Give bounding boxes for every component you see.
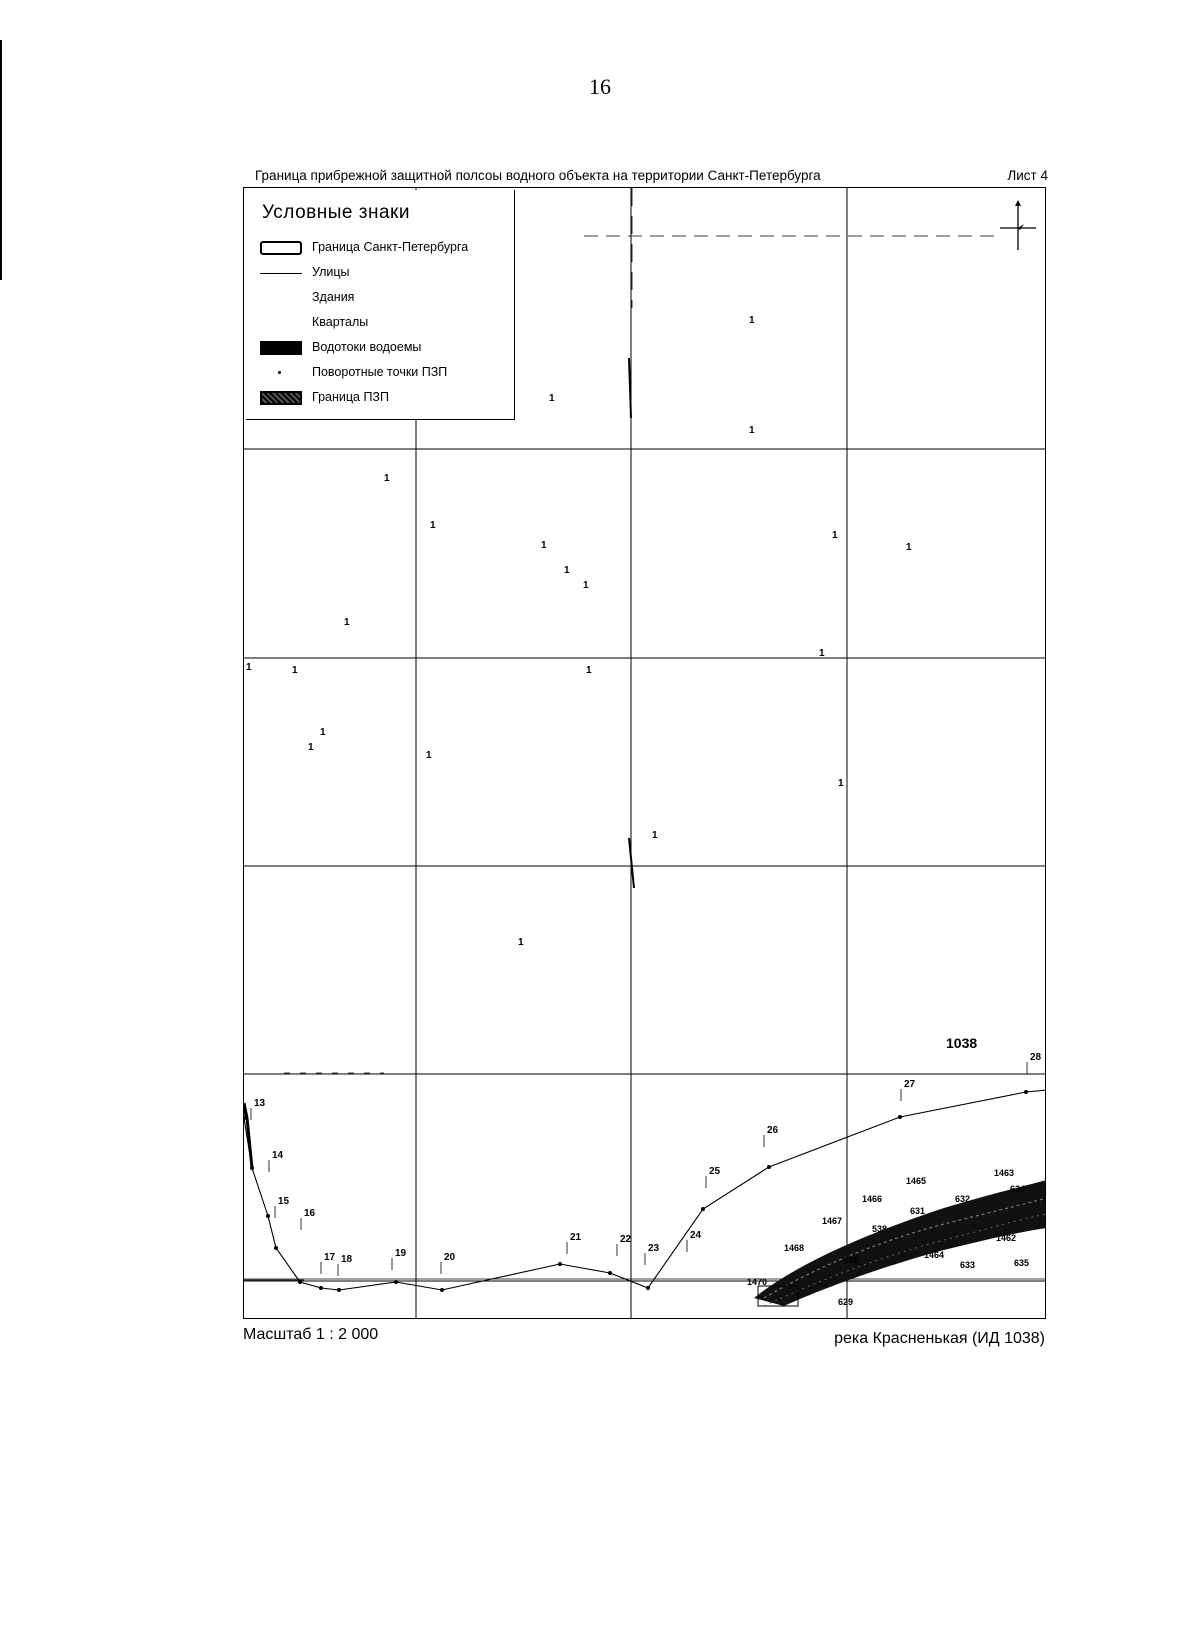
building-marker: 1 [549, 393, 555, 404]
turn-point-label: 16 [304, 1208, 316, 1219]
water-point-label: 629 [838, 1297, 854, 1307]
turn-point-label: 21 [570, 1232, 582, 1243]
turn-point-label: 20 [444, 1252, 456, 1263]
turn-point-dot [1024, 1090, 1028, 1094]
building-marker: 1 [320, 727, 326, 738]
street-line-symbol-icon [260, 273, 302, 274]
water-point-label: 538 [872, 1224, 888, 1234]
sheet-title: Граница прибрежной защитной полсоы водного объекта на территории Санкт-Петербурга [255, 168, 821, 183]
turn-point-dot [274, 1246, 278, 1250]
turn-point-dot [250, 1166, 254, 1170]
building-marker: 1 [564, 565, 570, 576]
building-marker: 1 [838, 778, 844, 789]
turn-point-dot [701, 1207, 705, 1211]
turn-point-dot [558, 1262, 562, 1266]
building-marker: 1 [586, 665, 592, 676]
turn-point-label: 19 [395, 1248, 407, 1259]
scale-label: Масштаб 1 : 2 000 [243, 1326, 379, 1343]
legend-item-streets [260, 263, 510, 283]
building-marker: 1 [906, 542, 912, 553]
water-point-label: 1467 [822, 1216, 843, 1226]
legend-item-blocks [260, 313, 510, 333]
water-body-id-label: 1038 [946, 1035, 978, 1051]
building-marker: 1 [819, 648, 825, 659]
pzp-border-symbol-icon [260, 391, 302, 405]
turn-point-dot [440, 1288, 444, 1292]
turn-point-dot [266, 1214, 270, 1218]
turn-point-label: 25 [709, 1166, 721, 1177]
turn-point-label: 13 [254, 1098, 266, 1109]
legend-item-pzp-border [260, 388, 510, 408]
building-marker: 1 [426, 750, 432, 761]
turn-point-label: 26 [767, 1125, 779, 1136]
turn-point-symbol-icon [260, 366, 302, 380]
legend [246, 190, 515, 420]
legend-item-label: Улицы [312, 265, 350, 279]
street-lines [244, 1279, 1046, 1280]
river-label: река Красненькая (ИД 1038) [834, 1330, 1045, 1347]
water-point-label: 1463 [994, 1168, 1015, 1178]
turn-point-label: 18 [341, 1254, 353, 1265]
turn-point-label: 15 [278, 1196, 290, 1207]
legend-item-label: Здания [312, 290, 355, 304]
building-marker: 1 [308, 742, 314, 753]
legend-item-spb-border [260, 238, 510, 258]
building-marker: 1 [384, 473, 390, 484]
building-marker: 1 [430, 520, 436, 531]
spb-border-symbol-icon [260, 241, 302, 255]
turn-point-dot [898, 1115, 902, 1119]
water-point-label: 631 [910, 1206, 926, 1216]
building-marker: 1 [292, 665, 298, 676]
turn-point-label: 28 [1030, 1052, 1042, 1063]
building-marker: 1 [832, 530, 838, 541]
water-point-label: 633 [960, 1260, 976, 1270]
legend-title: Условные знаки [262, 202, 410, 223]
turn-point-dot [298, 1280, 302, 1284]
water-point-label: 1470 [747, 1277, 768, 1287]
legend-item-label: Водотоки водоемы [312, 340, 422, 354]
north-arrow-icon [1000, 200, 1036, 250]
building-marker: 1 [344, 617, 350, 628]
building-marker: 1 [518, 937, 524, 948]
turn-point-dot [767, 1165, 771, 1169]
water-point-label: 635 [1014, 1258, 1030, 1268]
page-number: 16 [589, 74, 611, 99]
building-marker: 1 [541, 540, 547, 551]
turn-point-label: 22 [620, 1234, 632, 1245]
turn-point-label: 14 [272, 1150, 284, 1161]
building-marker: 1 [749, 425, 755, 436]
turn-point-label: 27 [904, 1079, 916, 1090]
turn-point-dot [608, 1271, 612, 1275]
legend-item-water [260, 338, 510, 358]
turn-point-dot [646, 1286, 650, 1290]
water-point-label: 628 [844, 1255, 860, 1265]
building-marker: 1 [652, 830, 658, 841]
legend-item-label: Поворотные точки ПЗП [312, 365, 448, 379]
legend-item-turn-points [260, 363, 510, 383]
water-point-label: 1468 [784, 1243, 805, 1253]
turn-point-label: 17 [324, 1252, 336, 1263]
sheet-number: Лист 4 [1007, 168, 1048, 183]
water-fill-symbol-icon [260, 341, 302, 355]
water-point-label: 1466 [862, 1194, 883, 1204]
turn-point-dot [394, 1280, 398, 1284]
building-marker: 1 [246, 662, 252, 673]
water-point-label: 1464 [924, 1250, 945, 1260]
water-point-label: 1465 [906, 1176, 927, 1186]
water-point-label: 1462 [996, 1233, 1017, 1243]
turn-point-label: 24 [690, 1230, 702, 1241]
legend-item-label: Граница ПЗП [312, 390, 389, 404]
legend-item-buildings [260, 288, 510, 308]
turn-point-dot [319, 1286, 323, 1290]
water-point-label: 632 [955, 1194, 971, 1204]
building-marker: 1 [749, 315, 755, 326]
legend-item-label: Граница Санкт-Петербурга [312, 240, 469, 254]
turn-point-dot [337, 1288, 341, 1292]
turn-point-label: 23 [648, 1243, 660, 1254]
water-point-label: 634 [1010, 1184, 1026, 1194]
legend-item-label: Кварталы [312, 315, 369, 329]
building-marker: 1 [583, 580, 589, 591]
